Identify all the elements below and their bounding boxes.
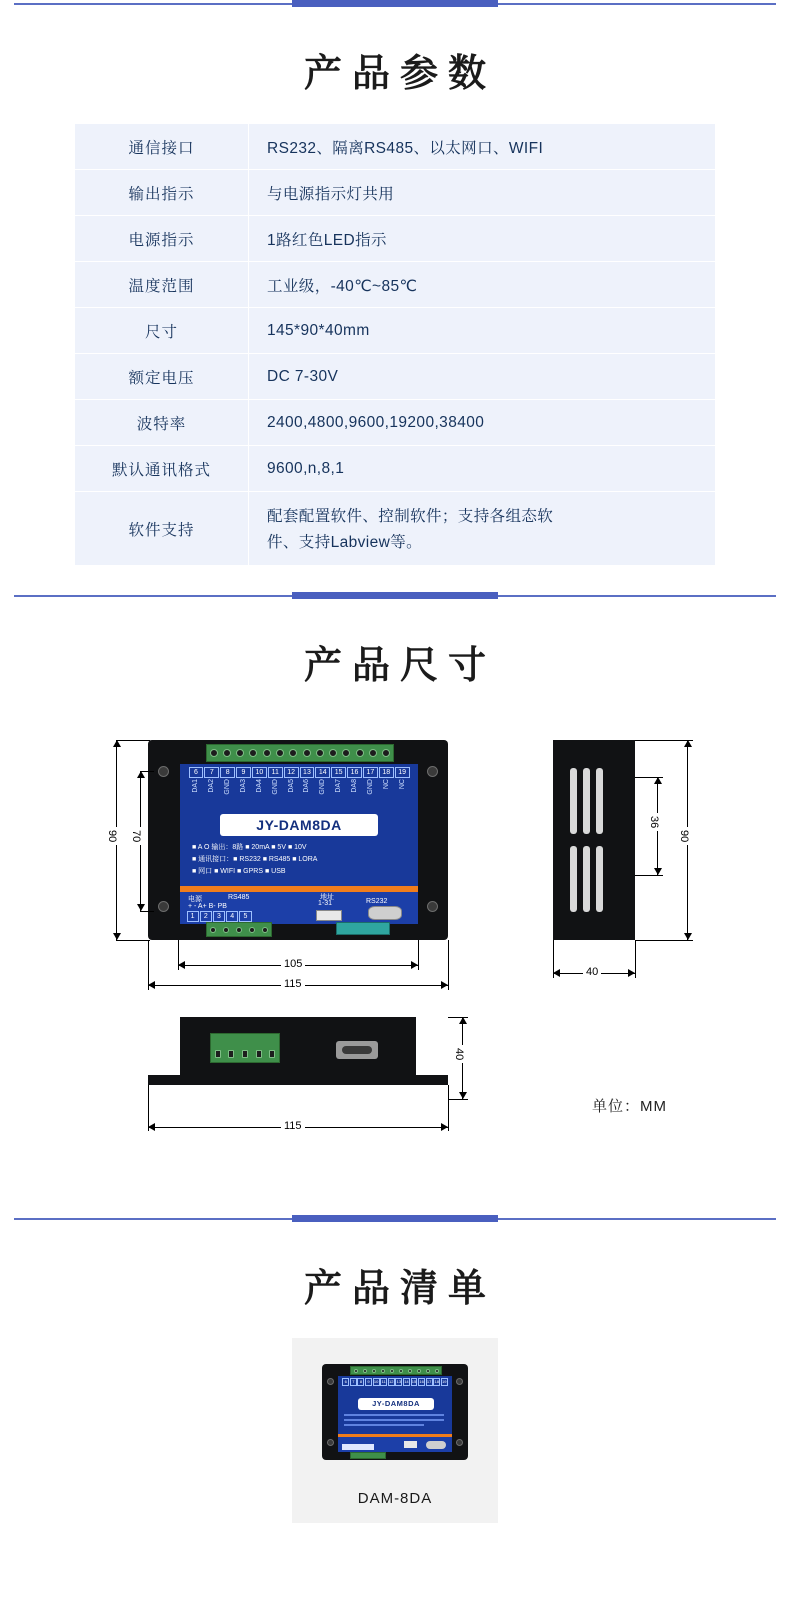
arrow-down	[684, 933, 692, 940]
pin-number: 14	[315, 767, 330, 778]
dim-label-side-width: 40	[583, 966, 601, 978]
arrow-left	[148, 1123, 155, 1131]
ext-line	[140, 911, 154, 912]
dim-label-side-inner: 36	[648, 813, 660, 831]
vent-slot	[596, 768, 603, 834]
dimension-drawings	[0, 715, 790, 1215]
spec-key: 输出指示	[75, 170, 249, 216]
bottom-terminal-block	[206, 922, 272, 937]
pin-label: NC	[398, 779, 406, 790]
terminal-holes	[207, 745, 393, 761]
divider-accent-bar	[292, 0, 498, 7]
top-terminal-block	[206, 744, 394, 762]
pin-number: 17	[363, 767, 378, 778]
spec-key: 默认通讯格式	[75, 446, 249, 492]
arrow-right	[441, 1123, 448, 1131]
pin-number: 8	[220, 767, 235, 778]
board-model-label: JY-DAM8DA	[220, 814, 378, 836]
arrow-left	[553, 969, 560, 977]
pin-number: 13	[300, 767, 315, 778]
power-pin-number: 4	[226, 911, 238, 922]
vent-slot	[583, 768, 590, 834]
power-pin-number: 5	[239, 911, 251, 922]
power-pin-number: 3	[213, 911, 225, 922]
spec-key: 电源指示	[75, 216, 249, 262]
pin-number: 7	[204, 767, 219, 778]
mini-top-terminal	[350, 1366, 442, 1375]
ext-line	[635, 740, 693, 741]
divider-accent-bar	[292, 1215, 498, 1222]
unit-note: 单位：MM	[592, 1098, 667, 1115]
spec-key: 软件支持	[75, 492, 249, 566]
board-main-panel	[180, 764, 418, 886]
pin-label: DA2	[208, 779, 216, 793]
address-range: 1-31	[318, 900, 333, 907]
pin-number-row	[188, 767, 410, 778]
dim-label-profile-height: 40	[453, 1045, 465, 1063]
mini-pin-number: 8	[357, 1378, 364, 1386]
spec-value	[249, 492, 716, 566]
spec-key: 尺寸	[75, 308, 249, 354]
pin-label: DA4	[255, 779, 263, 793]
mini-dip-switch	[404, 1441, 417, 1448]
profile-terminal	[210, 1033, 280, 1063]
spec-value: 145*90*40mm	[249, 308, 716, 354]
screw-top-right	[427, 766, 438, 777]
address-label: 地址	[320, 894, 334, 901]
arrow-down	[113, 933, 121, 940]
ext-line	[448, 1099, 468, 1100]
spec-value: DC 7-30V	[249, 354, 716, 400]
arrow-up	[459, 1017, 467, 1024]
mini-pin-number: 12	[389, 1379, 394, 1384]
board-feature-line-1: ■ A O 输出：8路 ■ 20mA ■ 5V ■ 10V	[192, 844, 307, 851]
pin-label: GND	[224, 779, 232, 795]
pin-label: DA7	[335, 779, 343, 793]
profile-db9-slot	[342, 1046, 372, 1054]
screw-bottom-right	[427, 901, 438, 912]
vent-slot	[570, 846, 577, 912]
table-row	[75, 170, 716, 216]
ext-line	[116, 940, 150, 941]
mini-pin-number: 19	[442, 1379, 447, 1384]
power-pin-number: 2	[200, 911, 212, 922]
power-pin-labels: + - A+ B- PB	[188, 903, 227, 910]
ext-line	[178, 940, 179, 970]
ext-line	[116, 740, 150, 741]
table-row	[75, 124, 716, 170]
section-divider-top	[0, 0, 790, 8]
product-item-label: DAM-8DA	[357, 1490, 433, 1507]
ext-line	[448, 1017, 468, 1018]
spec-value-line-1: 配套配置软件、控制软件；支持各组态软	[267, 507, 554, 525]
pin-number: 12	[284, 767, 299, 778]
spec-table-wrap	[0, 123, 790, 566]
rs232-label: RS232	[366, 898, 388, 905]
pin-number: 9	[236, 767, 251, 778]
dip-switch	[316, 910, 342, 921]
mini-screw	[327, 1439, 334, 1446]
mini-db9	[426, 1441, 446, 1449]
arrow-up	[684, 740, 692, 747]
db9-connector	[368, 906, 402, 920]
board-feature-line-3: ■ 网口 ■ WIFI ■ GPRS ■ USB	[192, 868, 286, 875]
dim-label-height-inner: 70	[130, 827, 142, 845]
pin-label: GND	[319, 779, 327, 795]
arrow-up	[113, 740, 121, 747]
vent-slot	[596, 846, 603, 912]
pin-number: 16	[347, 767, 362, 778]
ext-line	[148, 940, 149, 990]
arrow-left	[148, 981, 155, 989]
spec-value: RS232、隔离RS485、以太网口、WIFI	[249, 124, 716, 170]
mini-pin-number: 13	[396, 1379, 402, 1384]
divider-accent-bar	[292, 592, 498, 599]
spec-table	[74, 123, 716, 566]
terminal-holes	[351, 1367, 441, 1374]
ext-line	[635, 777, 663, 778]
spec-value: 与电源指示灯共用	[249, 170, 716, 216]
mini-pin-number: 16	[419, 1379, 424, 1384]
arrow-right	[441, 981, 448, 989]
mini-model-label: JY-DAM8DA	[358, 1398, 434, 1410]
pin-label-row	[188, 779, 410, 809]
pin-number: 11	[268, 767, 283, 778]
arrow-right	[411, 961, 418, 969]
mini-pin-number: 18	[434, 1379, 439, 1384]
mini-power-pins	[342, 1444, 374, 1450]
product-list-wrap	[0, 1338, 790, 1553]
ext-line	[635, 875, 663, 876]
mini-text-line	[344, 1419, 444, 1421]
table-row	[75, 400, 716, 446]
arrow-down	[137, 904, 145, 911]
pin-label: DA6	[303, 779, 311, 793]
pin-label: DA3	[240, 779, 247, 793]
pin-label: DA5	[287, 779, 295, 793]
mini-pin-number: 17	[426, 1379, 432, 1384]
section-divider-dimensions	[0, 592, 790, 600]
arrow-down	[459, 1092, 467, 1099]
mini-pin-number: 11	[381, 1379, 386, 1384]
spec-value-line-2: 件、支持Labview等。	[267, 533, 423, 551]
ext-line	[148, 1085, 149, 1131]
pin-number: 19	[395, 767, 410, 778]
mini-pin-number: 9	[365, 1378, 372, 1386]
bottom-connector	[336, 922, 390, 935]
ext-line	[553, 940, 554, 978]
pin-label: DA1	[192, 779, 200, 793]
mini-bottom-terminal	[350, 1452, 386, 1459]
product-list-card	[292, 1338, 498, 1523]
pin-number: 10	[252, 767, 267, 778]
spec-value: 工业级，-40℃~85℃	[249, 262, 716, 308]
mini-panel	[338, 1376, 452, 1434]
spec-section-title: 产品参数	[303, 51, 496, 95]
arrow-up	[137, 771, 145, 778]
table-row	[75, 492, 716, 566]
power-label: 电源	[188, 896, 202, 903]
power-pin-number: 1	[187, 911, 199, 922]
pin-label: GND	[271, 779, 279, 795]
ext-line	[448, 1085, 449, 1131]
screw-top-left	[158, 766, 169, 777]
mini-pin-row	[342, 1378, 448, 1386]
arrow-down	[654, 868, 662, 875]
vent-slot	[583, 846, 590, 912]
rs485-label: RS485	[228, 894, 250, 901]
table-row	[75, 354, 716, 400]
pin-number: 15	[331, 767, 346, 778]
product-photo	[304, 1350, 486, 1476]
spec-key: 额定电压	[75, 354, 249, 400]
spec-key: 波特率	[75, 400, 249, 446]
spec-value: 9600,n,8,1	[249, 446, 716, 492]
profile-flange	[148, 1075, 448, 1085]
pin-number: 18	[379, 767, 394, 778]
mini-screw	[456, 1439, 463, 1446]
mini-pin-number: 7	[350, 1378, 357, 1386]
mini-text-line	[344, 1424, 424, 1426]
ext-line	[635, 940, 636, 978]
spec-key: 温度范围	[75, 262, 249, 308]
arrow-right	[628, 969, 635, 977]
spec-key: 通信接口	[75, 124, 249, 170]
pin-number: 6	[189, 767, 204, 778]
dimensions-section-title: 产品尺寸	[303, 643, 496, 687]
vent-slot	[570, 768, 577, 834]
spec-value: 1路红色LED指示	[249, 216, 716, 262]
mini-bottom-panel	[338, 1437, 452, 1452]
terminal-holes	[211, 1034, 279, 1062]
mini-pin-number: 14	[404, 1379, 409, 1384]
profile-db9	[336, 1041, 378, 1059]
ext-line	[418, 940, 419, 970]
side-view-board	[553, 740, 635, 940]
dim-label-width-inner: 105	[281, 958, 305, 970]
pin-label: DA8	[351, 779, 359, 793]
mini-pin-number: 15	[411, 1379, 417, 1384]
profile-view	[148, 1017, 448, 1099]
table-row	[75, 262, 716, 308]
dim-label-width-outer: 115	[281, 978, 305, 990]
table-row	[75, 216, 716, 262]
mini-pin-number: 6	[342, 1378, 349, 1386]
ext-line	[448, 940, 449, 990]
pin-label: NC	[382, 779, 390, 790]
screw-bottom-left	[158, 901, 169, 912]
dim-label-height-outer: 90	[106, 827, 118, 845]
front-view-board	[148, 740, 448, 940]
mini-screw	[327, 1378, 334, 1385]
ext-line	[635, 940, 693, 941]
ext-line	[140, 771, 154, 772]
dim-label-side-outer: 90	[678, 827, 690, 845]
dim-label-profile-width: 115	[281, 1120, 305, 1132]
terminal-holes	[207, 923, 271, 936]
arrow-up	[654, 777, 662, 784]
board-bottom-panel	[180, 892, 418, 924]
power-number-row	[186, 911, 252, 922]
arrow-left	[178, 961, 185, 969]
table-row	[75, 308, 716, 354]
mini-pin-number: 10	[373, 1379, 379, 1384]
pin-label: GND	[366, 779, 374, 795]
table-row	[75, 446, 716, 492]
product-list-section-title: 产品清单	[303, 1266, 496, 1310]
mini-text-line	[344, 1414, 444, 1416]
mini-board	[322, 1364, 468, 1460]
mini-screw	[456, 1378, 463, 1385]
section-divider-product-list	[0, 1215, 790, 1223]
board-feature-line-2: ■ 通讯接口：■ RS232 ■ RS485 ■ LORA	[192, 856, 318, 863]
spec-value: 2400,4800,9600,19200,38400	[249, 400, 716, 446]
